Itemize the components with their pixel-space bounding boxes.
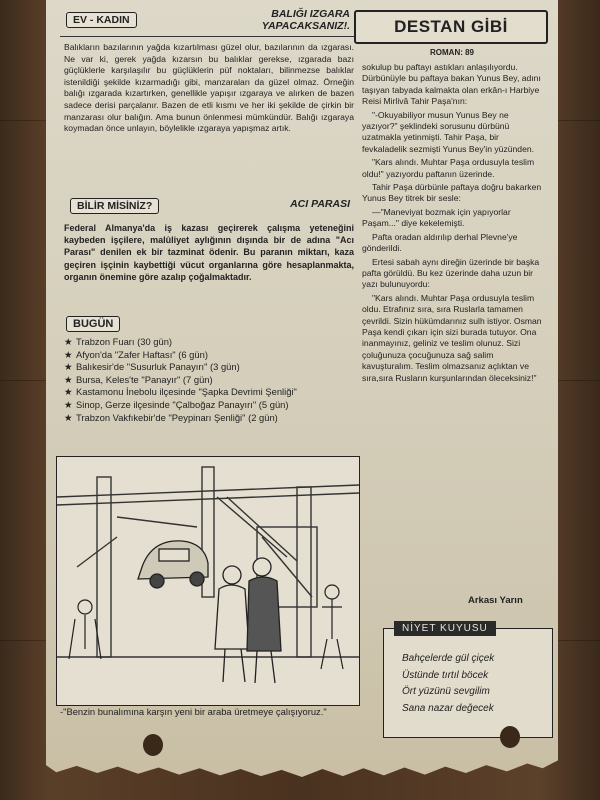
balik-article-body: Balıkların bazılarının yağda kızartılması güzel olur, bazılarının da ızgarası. Ne var ki, gerek yağda kızarsın bu balıklar gerekse, ızgarada bazı güçlüklerle karşılaşılır bu güçlüklerin püf noktaları, bilinmezse balıklar istenildiği şekilde kızarmadığı gibi, manzaraları da güzel olmaz. Örneğin balığı ızgarada kızartırken, genellikle yapışır ızgaraya ve alırken de bazen sadece derisi parçalanır. Bazen de etli kısmı ve her iki şekilde de çirkin bir manzarası olur balığın. Ama bunun önlenmesi mümkündür. Balığı ızgaraya koymadan önce unlayın, böylelikle ızgaraya yapışmaz artık. — [64, 42, 354, 134]
pin-hole — [143, 734, 163, 756]
cartoon-drawing — [57, 457, 359, 705]
story-paragraph: —"Maneviyat bozmak için yapıyorlar Paşam..." diye kekelemişti. — [362, 206, 511, 229]
bugun-item-text: Sinop, Gerze ilçesinde "Çalboğaz Panayırı" (5 gün) — [76, 398, 289, 410]
divider — [60, 36, 356, 37]
destan-story — [362, 62, 542, 386]
poem-line: Ört yüzünü sevgilim — [402, 686, 490, 697]
poem-line: Sana nazar değecek — [402, 702, 494, 714]
story-paragraph: Tahir Paşa dürbünle paftaya doğru bakarken Yunus Bey titrek bir sesle: — [362, 182, 542, 204]
arkasi-yarin: Arkası Yarın — [468, 595, 523, 606]
bugun-item-text: Kastamonu İnebolu ilçesinde "Şapka Devrimi Şenliği" — [76, 386, 297, 398]
bugun-label: BUGÜN — [66, 316, 120, 332]
pin-hole — [500, 726, 520, 748]
bugun-item — [64, 386, 356, 399]
story-paragraph: sokulup bu paftayı astıkları anlaşılıyordu. Dürbünüyle bu paftaya bakan Yunus Bey, adını taşıyan tabyada kalmakta olan erkân-ı Harbiye Reisi Mirlivâ Tahir Paşa'nın: — [362, 62, 541, 107]
aci-parasi-body: Federal Almanya'da iş kazası geçirerek çalışma yeteneğini kaybeden işçilere, malûliyet aylığının dışında bir de adına "Acı Parası" denilen ek bir tazminat ödenir. Bu paranın miktarı, kaza geçiren işçinin kaybettiği vücut organlarına göre hesaplanmakta, organın önemine göre azalıp çoğalmaktadır. — [64, 223, 354, 282]
niyet-poem — [402, 651, 494, 717]
bugun-item — [64, 361, 356, 374]
star-icon: ★ — [64, 336, 73, 347]
star-icon: ★ — [64, 361, 73, 373]
story-paragraph: Pafta oradan aldırılıp derhal Plevne'ye gönderildi. — [362, 231, 518, 254]
ev-kadin-label-wrap — [66, 10, 137, 28]
star-icon: ★ — [64, 386, 73, 398]
poem-line: Üstünde tırtıl böcek — [402, 669, 489, 681]
niyet-kuyusu-box — [383, 623, 553, 738]
bugun-item — [64, 336, 356, 349]
cartoon-caption: -"Benzin bunalımına karşın yeni bir araba üretmeye çalışıyoruz." — [60, 706, 327, 717]
bugun-item-text: Bursa, Keles'te "Panayır" (7 gün) — [76, 373, 213, 385]
bugun-label-wrap — [66, 314, 120, 332]
bugun-item-text: Trabzon Fuarı (30 gün) — [76, 336, 173, 347]
bilir-misiniz-label: BİLİR MİSİNİZ? — [70, 198, 159, 214]
bugun-item — [64, 412, 356, 425]
aci-parasi-heading: ACI PARASI — [290, 198, 350, 210]
story-paragraph: "Kars alındı. Muhtar Paşa ordusuyla teslim oldu. Etrafınız sıra, sıra Ruslarla tamamen çevrildi. Sizin hükümdarınız sulh istiyor. Osman Paşa kendi çıkarı için sizi burada tutuyor. Ona inanmayınız, geliniz ve teslim olunuz. Sizi çoluğunuza çocuğunuza sağ salim kavuşturalım. Teslim olmazsanız açlıktan ve sıra,sıra Rusların kurşunlarından öleceksiniz!" — [362, 292, 542, 383]
story-paragraph: "-Okuyabiliyor musun Yunus Bey ne yazıyor?" şeklindeki sorusunu dürbünü uzatmakla yetinmişti. Tahir Paşa, bir fevkaladelik sezmişti Yunus Bey'in yüzünden. — [362, 109, 535, 154]
bugun-item — [64, 349, 356, 362]
ev-kadin-label: EV - KADIN — [66, 12, 137, 28]
star-icon: ★ — [64, 411, 73, 423]
bilir-label-wrap — [70, 196, 159, 214]
roman-number: ROMAN: 89 — [430, 48, 475, 57]
star-icon: ★ — [64, 348, 73, 360]
star-icon: ★ — [64, 398, 73, 410]
balik-heading: BALIĞI IZGARA YAPACAKSANIZ!. — [261, 8, 350, 32]
bugun-item-text: Balıkesir'de "Susurluk Panayırı" (3 gün) — [76, 361, 240, 373]
bugun-item — [64, 374, 356, 387]
poem-line: Bahçelerde gül çiçek — [402, 653, 495, 664]
story-paragraph: "Kars alındı. Muhtar Paşa ordusuyla teslim oldu!" yazıyordu paftanın üzerinde. — [362, 157, 535, 179]
destan-gibi-title: DESTAN GİBİ — [354, 10, 548, 44]
bugun-item — [64, 399, 356, 412]
bugun-item-text: Trabzon Vakfıkebir'de "Peypinarı Şenliği" (2 gün) — [76, 411, 278, 423]
bugun-list — [64, 336, 356, 424]
niyet-kuyusu-label: NİYET KUYUSU — [394, 621, 496, 636]
star-icon: ★ — [64, 373, 73, 385]
cartoon-illustration — [56, 456, 360, 706]
bugun-item-text: Afyon'da "Zafer Haftası" (6 gün) — [76, 348, 208, 360]
story-paragraph: Ertesi sabah aynı direğin üzerinde bir başka pafta görüldü. Bu kez üzerinde daha uzun bir yazı bulunuyordu: — [362, 256, 540, 290]
